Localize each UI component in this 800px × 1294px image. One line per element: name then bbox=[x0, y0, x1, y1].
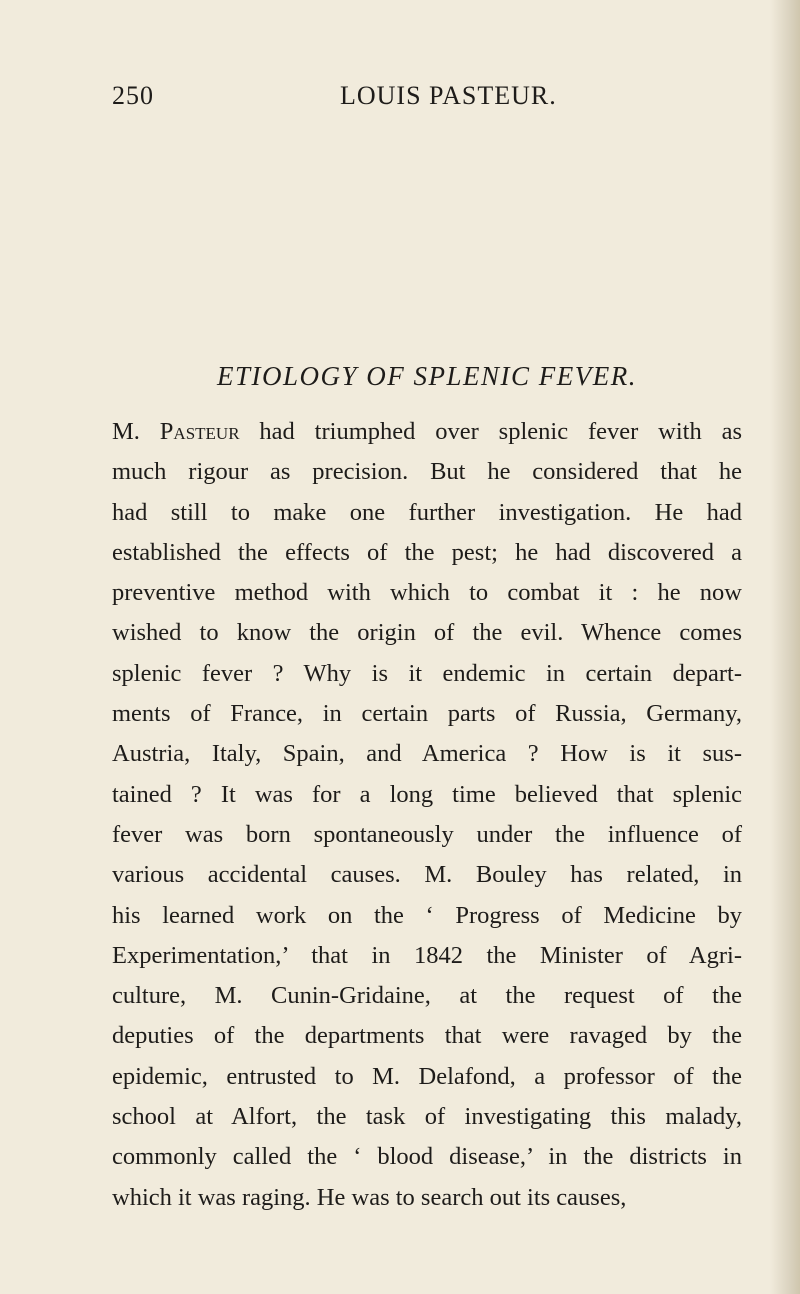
text-line: commonly called the ‘ blood disease,’ in the districts in bbox=[112, 1143, 742, 1171]
lead-name: M. Pasteur bbox=[112, 418, 240, 445]
text-line: much rigour as precision. But he considered that he bbox=[112, 458, 742, 486]
text-line: school at Alfort, the task of investigating this malady, bbox=[112, 1103, 742, 1131]
text-line: his learned work on the ‘ Progress of Medicine by bbox=[112, 901, 742, 929]
text-line: tained ? It was for a long time believed that splenic bbox=[112, 780, 742, 808]
text-line: epidemic, entrusted to M. Delafond, a professor of the bbox=[112, 1062, 742, 1090]
text-line: wished to know the origin of the evil. Whence comes bbox=[112, 619, 742, 647]
text-line: which it was raging. He was to search out its causes, bbox=[112, 1183, 627, 1211]
page-edge-shadow bbox=[770, 0, 800, 1294]
page-number: 250 bbox=[112, 81, 154, 110]
text-line: Austria, Italy, Spain, and America ? How is it sus- bbox=[112, 740, 742, 768]
body-paragraph bbox=[112, 412, 742, 1218]
running-header bbox=[112, 78, 742, 114]
section-title: ETIOLOGY OF SPLENIC FEVER. bbox=[217, 361, 637, 391]
text-line: established the effects of the pest; he had discovered a bbox=[112, 538, 742, 566]
text-line: ments of France, in certain parts of Russia, Germany, bbox=[112, 700, 742, 728]
text-line: had still to make one further investigation. He had bbox=[112, 498, 742, 526]
text-line: culture, M. Cunin-Gridaine, at the request of the bbox=[112, 982, 742, 1010]
text-line bbox=[112, 412, 742, 452]
line-rest: had triumphed over splenic fever with as bbox=[239, 418, 743, 445]
text-line: preventive method with which to combat it : he now bbox=[112, 579, 742, 607]
text-line: fever was born spontaneously under the influence of bbox=[112, 820, 742, 848]
text-line: various accidental causes. M. Bouley has related, in bbox=[112, 861, 742, 889]
text-line: deputies of the departments that were ravaged by the bbox=[112, 1022, 742, 1050]
text-line: Experimentation,’ that in 1842 the Minister of Agri- bbox=[112, 941, 742, 969]
running-title: LOUIS PASTEUR. bbox=[340, 81, 557, 110]
text-line: splenic fever ? Why is it endemic in certain depart- bbox=[112, 659, 742, 687]
